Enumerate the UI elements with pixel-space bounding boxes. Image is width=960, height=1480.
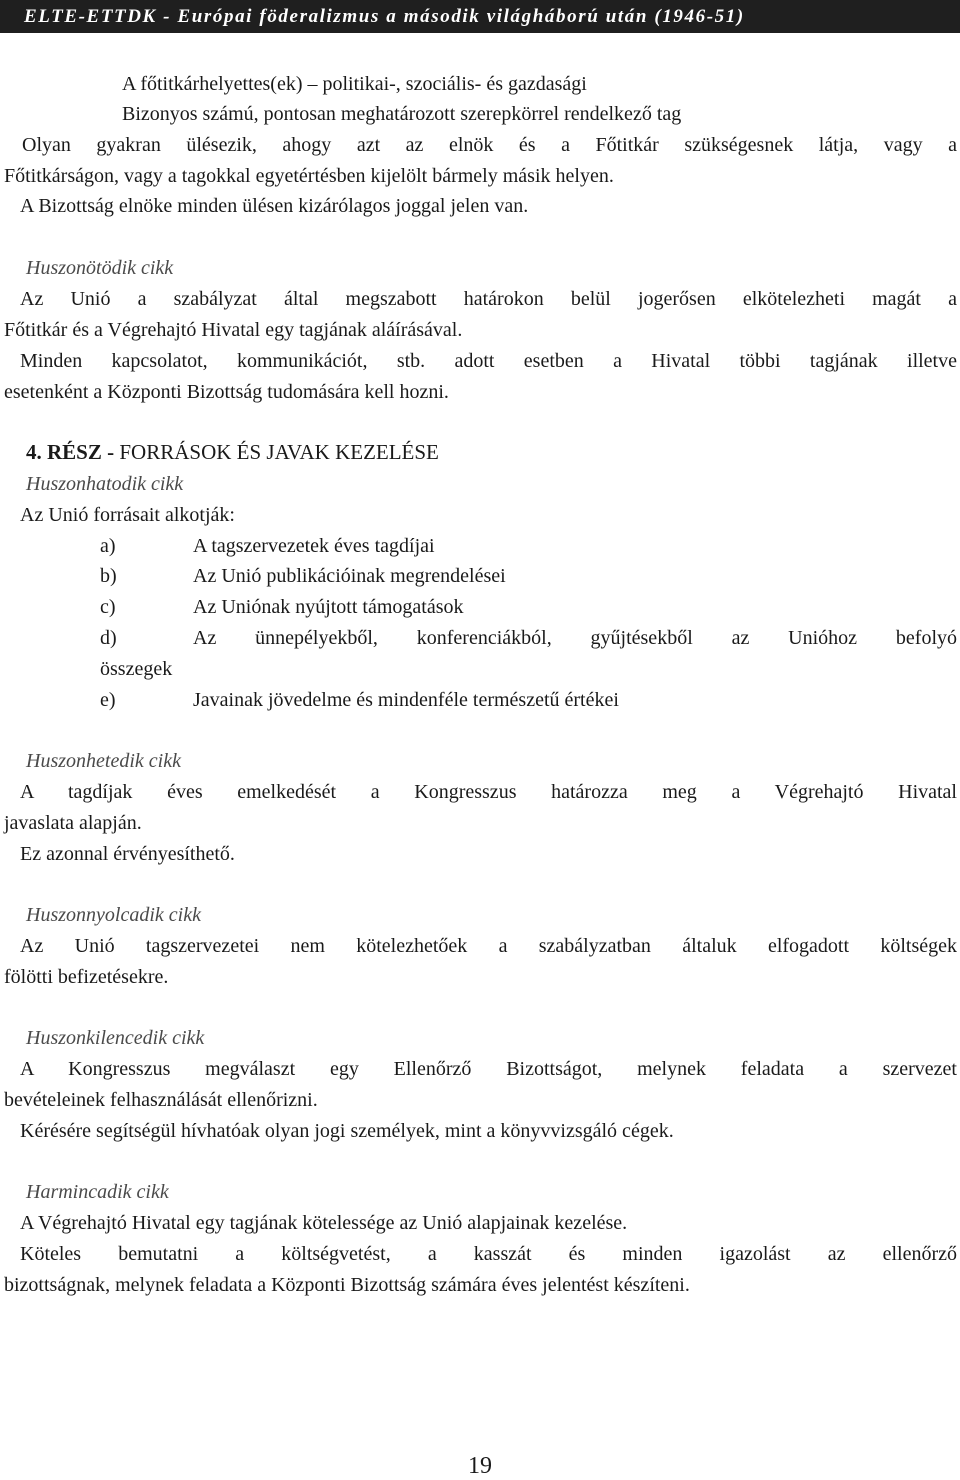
list-item-text: Az Uniónak nyújtott támogatások <box>193 596 464 618</box>
text-line: Az Unió forrásait alkotják: <box>20 504 235 526</box>
list-item-label: d) <box>100 627 117 649</box>
text-line: Köteles bemutatni a költségvetést, a kasszát és minden igazolást az ellenőrző <box>20 1243 957 1265</box>
text-line: Főtitkár és a Végrehajtó Hivatal egy tagjának aláírásával. <box>4 319 463 341</box>
text-line: Bizonyos számú, pontosan meghatározott szerepkörrel rendelkező tag <box>122 103 682 125</box>
text-line: Főtitkárságon, vagy a tagokkal egyetértésben kijelölt bármely másik helyen. <box>4 165 614 187</box>
list-item-text: Javainak jövedelme és mindenféle természetű értékei <box>193 689 619 711</box>
text-line: bizottságnak, melynek feladata a Központi Bizottság számára éves jelentést készíteni. <box>4 1274 690 1296</box>
text-line: Az Unió a szabályzat által megszabott határokon belül jogerősen elkötelezheti magát a <box>20 288 957 310</box>
text-line: Az Unió tagszervezetei nem kötelezhetőek a szabályzatban általuk elfogadott költségek <box>20 935 957 957</box>
text-line: Minden kapcsolatot, kommunikációt, stb. adott esetben a Hivatal többi tagjának illetve <box>20 350 957 372</box>
list-item-label: b) <box>100 565 117 587</box>
text-line: bevételeinek felhasználását ellenőrizni. <box>4 1089 318 1111</box>
text-line: esetenként a Központi Bizottság tudomására kell hozni. <box>4 381 449 403</box>
article-heading: Huszonötödik cikk <box>26 257 174 279</box>
running-header-title: ELTE-ETTDK - Európai föderalizmus a második világháború után (1946-51) <box>24 6 745 27</box>
text-line: A tagdíjak éves emelkedését a Kongresszus határozza meg a Végrehajtó Hivatal <box>20 781 957 803</box>
section-name: FORRÁSOK ÉS JAVAK KEZELÉSE <box>119 440 439 464</box>
article-heading: Huszonnyolcadik cikk <box>26 904 201 926</box>
list-item-text: Az Unió publikációinak megrendelései <box>193 565 506 587</box>
section-title <box>26 440 439 464</box>
page-number: 19 <box>468 1453 492 1479</box>
section-number: 4. <box>26 440 42 464</box>
list-item-label: c) <box>100 596 116 618</box>
text-line: Olyan gyakran ülésezik, ahogy azt az elnök és a Főtitkár szükségesnek látja, vagy a <box>22 134 957 156</box>
text-line: A Kongresszus megválaszt egy Ellenőrző Bizottságot, melynek feladata a szervezet <box>20 1058 957 1080</box>
text-line: fölötti befizetésekre. <box>4 966 169 988</box>
list-item-text: A tagszervezetek éves tagdíjai <box>193 535 435 557</box>
list-item-label: a) <box>100 535 116 557</box>
list-item-continuation: összegek <box>100 658 173 680</box>
text-line: A Bizottság elnöke minden ülésen kizárólagos joggal jelen van. <box>20 195 529 217</box>
text-line: A Végrehajtó Hivatal egy tagjának kötelessége az Unió alapjainak kezelése. <box>20 1212 628 1234</box>
list-item-label: e) <box>100 689 116 711</box>
article-heading: Harmincadik cikk <box>26 1181 169 1203</box>
text-line: Ez azonnal érvényesíthető. <box>20 843 235 865</box>
section-label: RÉSZ - <box>47 440 115 464</box>
list-item-text: Az ünnepélyekből, konferenciákból, gyűjtésekből az Unióhoz befolyó <box>193 627 957 649</box>
text-line: A főtitkárhelyettes(ek) – politikai-, szociális- és gazdasági <box>122 73 587 95</box>
text-line: Kérésére segítségül hívhatóak olyan jogi személyek, mint a könyvvizsgáló cégek. <box>20 1120 674 1142</box>
article-heading: Huszonhatodik cikk <box>26 473 184 495</box>
running-header <box>0 0 960 33</box>
text-line: javaslata alapján. <box>4 812 142 834</box>
article-heading: Huszonhetedik cikk <box>26 750 181 772</box>
article-heading: Huszonkilencedik cikk <box>26 1027 205 1049</box>
